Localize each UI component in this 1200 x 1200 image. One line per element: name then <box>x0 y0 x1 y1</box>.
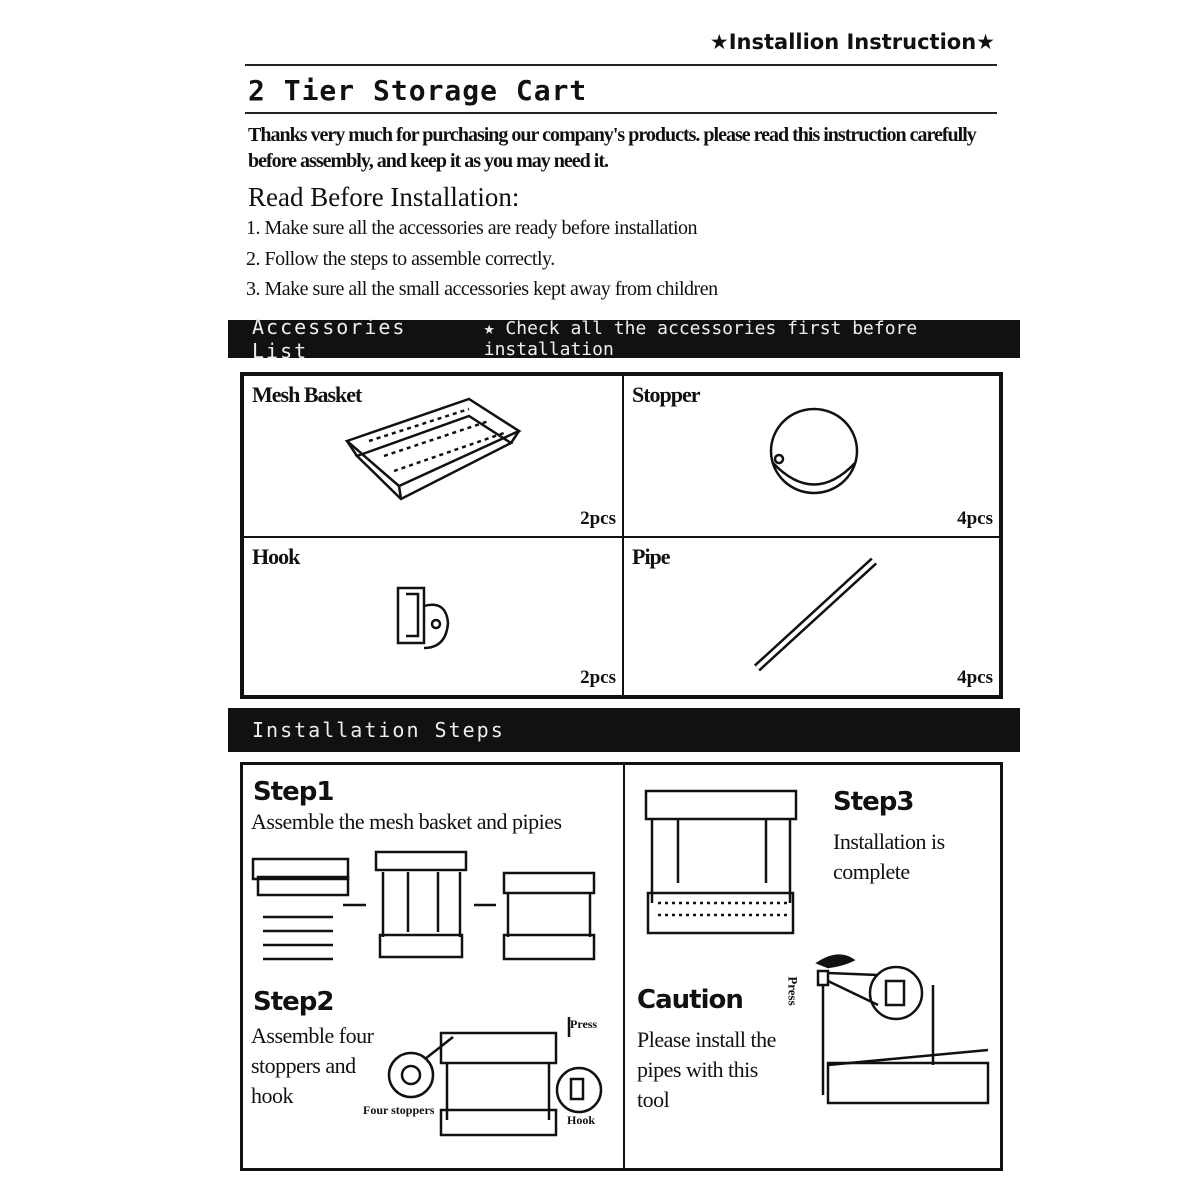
accessory-qty: 2pcs <box>580 508 616 529</box>
hook-label: Hook <box>567 1113 596 1127</box>
accessory-hook <box>243 537 623 696</box>
step2-text: Assemble four stoppers and hook <box>251 1023 374 1108</box>
divider <box>623 765 625 1168</box>
steps-bar <box>228 708 1020 752</box>
intro-text: Thanks very much for purchasing our company's products. please read this instruction carefully before assembly, and keep it as you may need it. <box>248 124 976 172</box>
accessory-name: Stopper <box>632 382 700 407</box>
divider <box>245 112 997 114</box>
steps-box <box>240 762 1003 1171</box>
pipe-icon <box>749 553 889 683</box>
accessory-qty: 4pcs <box>957 667 993 688</box>
caution-title: Caution <box>637 985 743 1015</box>
accessory-qty: 4pcs <box>957 508 993 529</box>
accessory-name: Hook <box>252 544 300 569</box>
list-item: 2. Follow the steps to assemble correctly. <box>246 248 555 270</box>
accessory-stopper <box>623 375 1000 537</box>
accessories-grid <box>240 372 1003 699</box>
star-icon: ★ <box>976 30 995 54</box>
accessory-mesh-basket <box>243 375 623 537</box>
accessory-pipe <box>623 537 1000 696</box>
mesh-basket-icon <box>339 391 539 511</box>
hook-icon <box>384 578 464 658</box>
list-item: 1. Make sure all the accessories are ready before installation <box>246 217 698 239</box>
steps-title: Installation Steps <box>252 718 505 742</box>
accessories-title: Accessories List <box>252 315 407 363</box>
read-before-heading: Read Before Installation: <box>248 182 520 212</box>
accessory-name: Mesh Basket <box>252 382 362 407</box>
accessories-note: ★ Check all the accessories first before installation <box>483 318 918 360</box>
star-icon: ★ <box>709 30 729 54</box>
step1-text: Assemble the mesh basket and pipies <box>251 809 562 834</box>
divider <box>245 64 997 66</box>
caution-illustration <box>798 945 998 1125</box>
stopper-icon <box>759 401 869 511</box>
four-stoppers-label: Four stoppers <box>363 1103 435 1117</box>
accessory-name: Pipe <box>632 544 670 569</box>
accessories-bar <box>228 315 1020 363</box>
press-label: Press <box>785 976 801 1006</box>
caution-text: Please install the pipes with this tool <box>637 1027 776 1112</box>
accessory-qty: 2pcs <box>580 667 616 688</box>
header <box>710 30 995 54</box>
step3-illustration <box>638 783 813 943</box>
list-item: 3. Make sure all the small accessories kept away from children <box>246 278 718 300</box>
step1-title: Step1 <box>253 777 334 807</box>
step1-illustration <box>248 847 608 967</box>
page-title: 2 Tier Storage Cart <box>248 74 588 107</box>
step2-title: Step2 <box>253 987 334 1017</box>
press-label: Press <box>570 1017 598 1031</box>
step3-text: Installation is complete <box>833 829 945 884</box>
step3-title: Step3 <box>833 787 914 817</box>
header-text: Installion Instruction <box>728 30 977 54</box>
